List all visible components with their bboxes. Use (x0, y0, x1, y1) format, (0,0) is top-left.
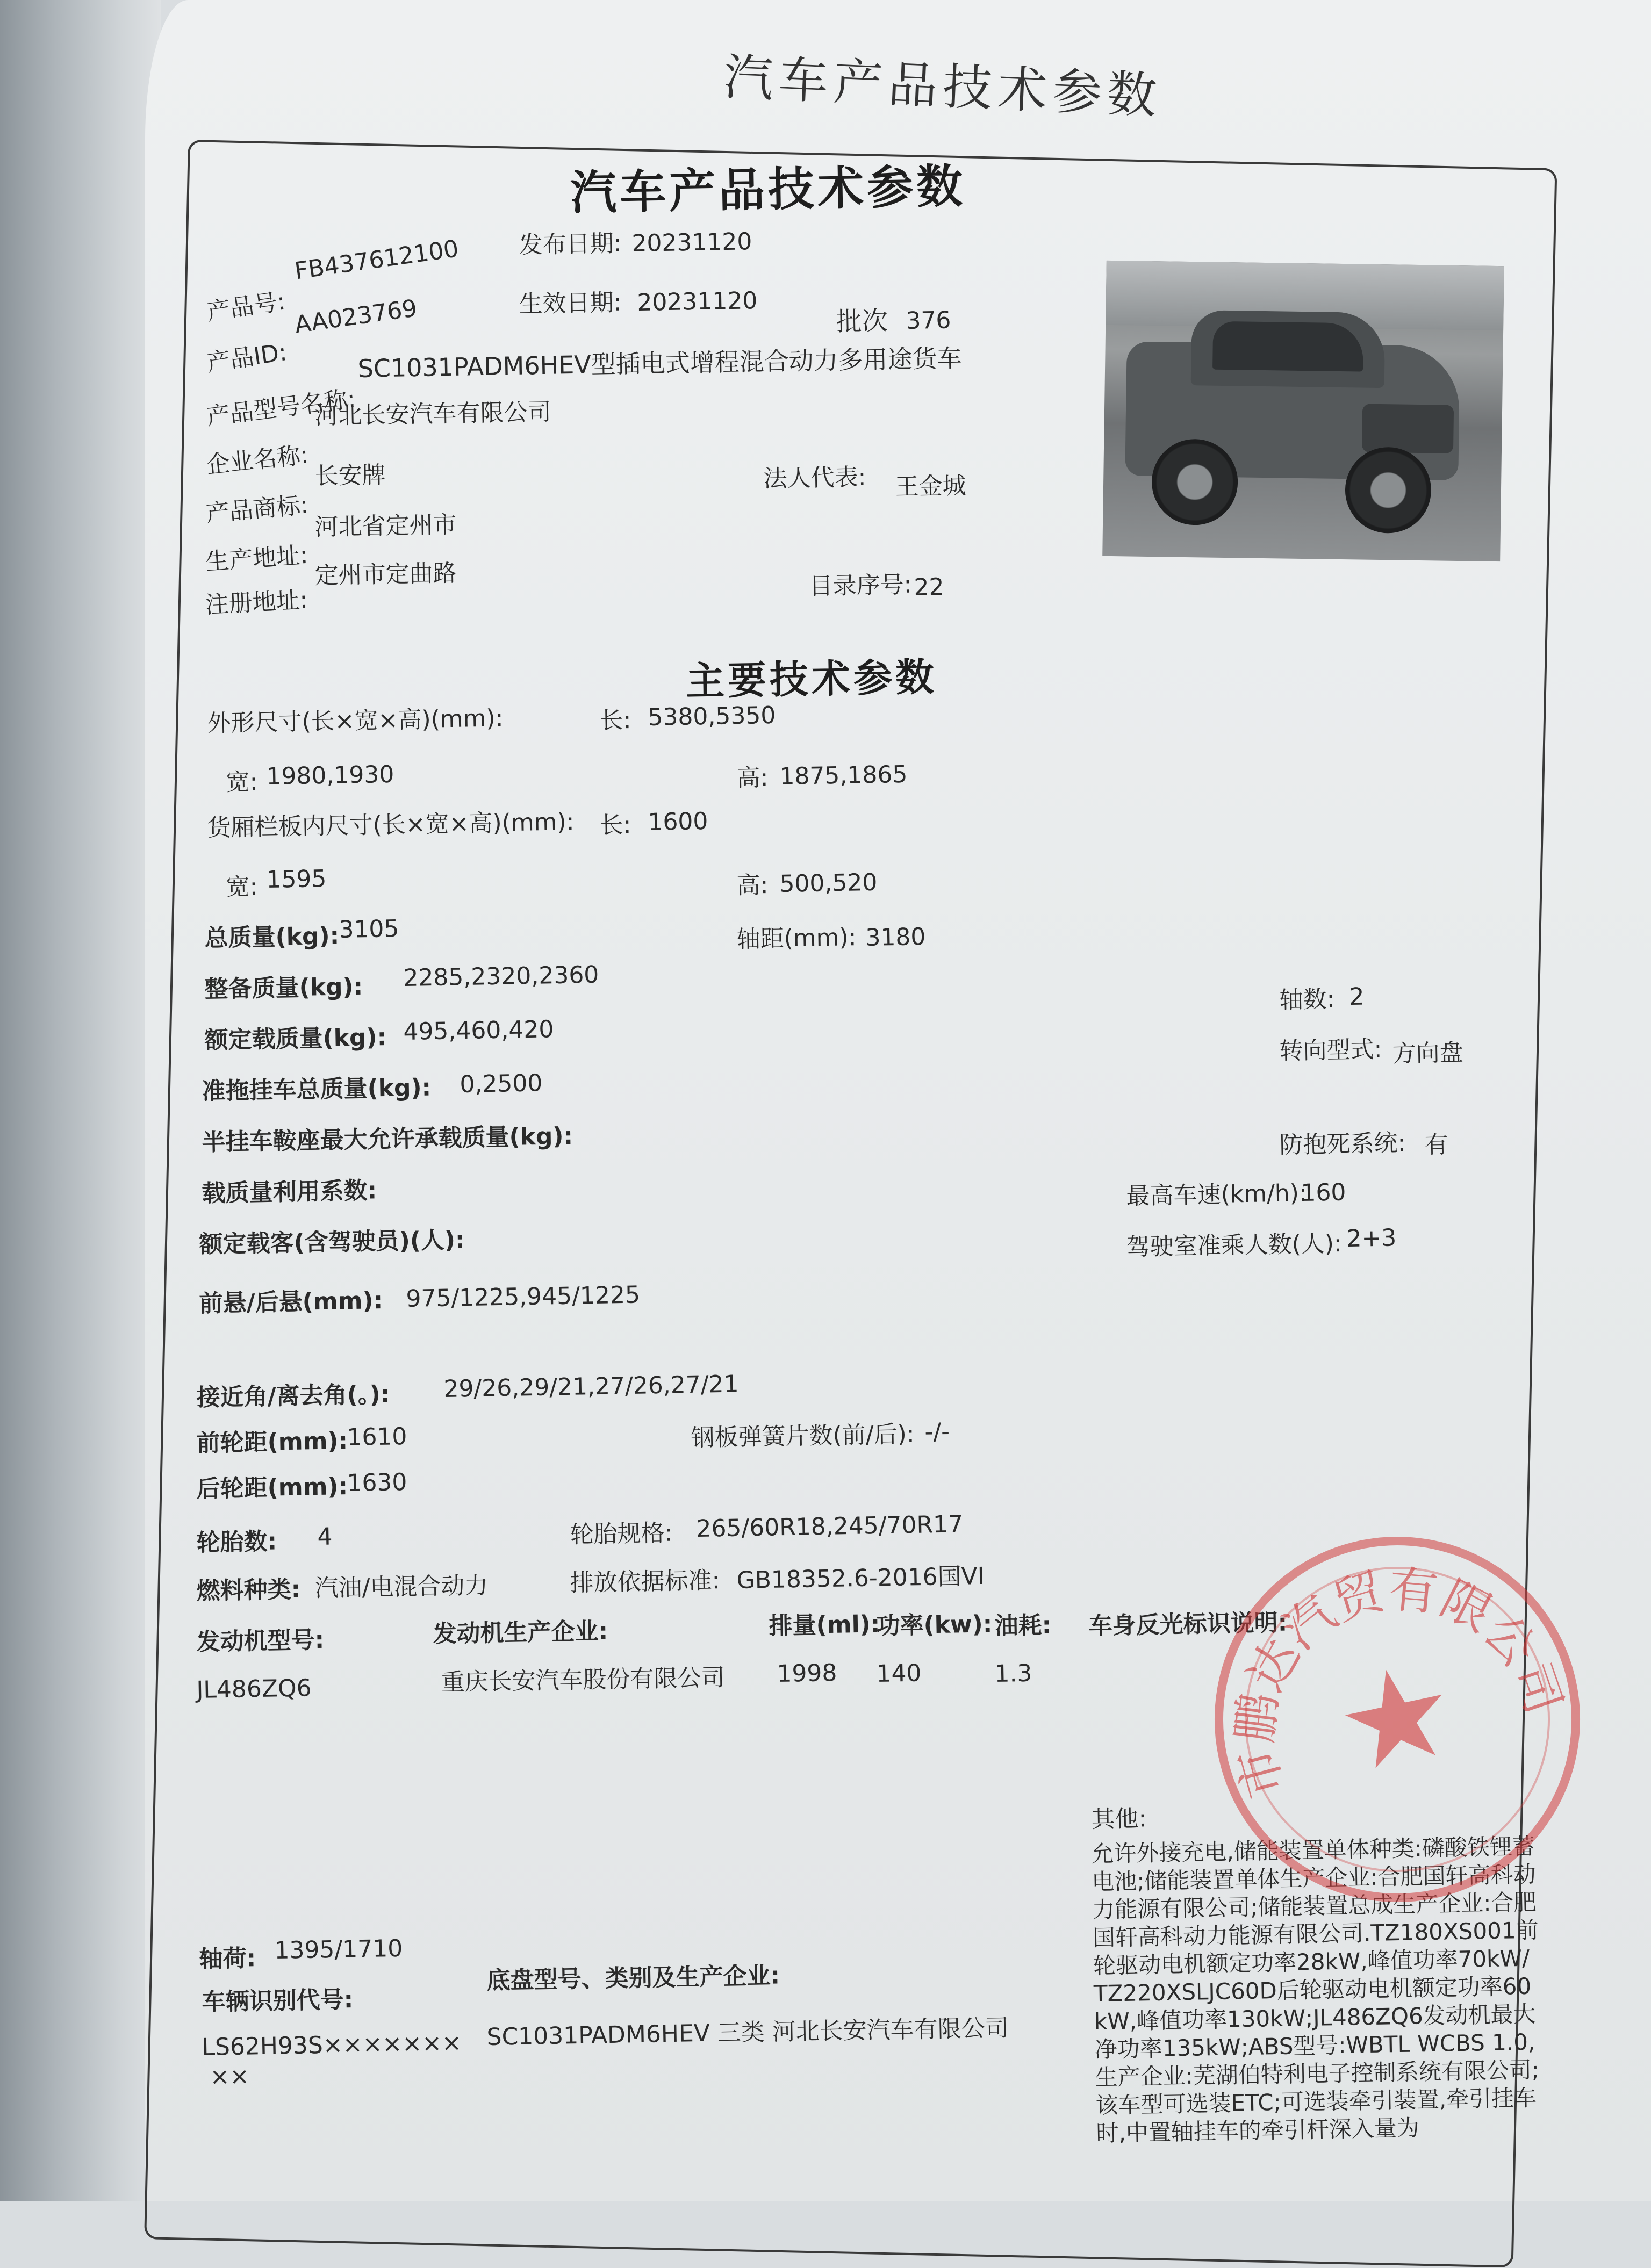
tire-count-label: 轮胎数: (196, 1528, 277, 1557)
trailer-mass-value: 0,2500 (460, 1069, 543, 1098)
effective-date: 20231120 (637, 287, 758, 316)
power-value: 140 (876, 1659, 922, 1688)
product-no: FB437612100 (293, 235, 461, 285)
emission-value: GB18352.6-2016国VI (736, 1562, 985, 1594)
max-speed-value: 160 (1301, 1178, 1346, 1207)
legal-rep-label: 法人代表: (763, 463, 866, 493)
tire-spec-value: 265/60R18,245/70R17 (696, 1510, 964, 1543)
angles-value: 29/26,29/21,27/26,27/21 (443, 1370, 739, 1403)
section-title: 主要技术参数 (685, 654, 938, 704)
height-value: 1875,1865 (779, 760, 908, 790)
height-label: 高: (736, 764, 769, 792)
load-util-label: 载质量利用系数: (202, 1177, 377, 1207)
angles-label: 接近角/离去角(。): (196, 1380, 390, 1412)
tire-spec-label: 轮胎规格: (570, 1519, 673, 1549)
axle-load-label: 轴荷: (199, 1945, 256, 1973)
vehicle-photo (1102, 261, 1504, 561)
catalog-no: 22 (914, 573, 944, 601)
stamp-text: 市鹏达汽贸有限公司 (1225, 1560, 1573, 1804)
displacement-label: 排量(ml): (769, 1610, 880, 1640)
chassis-value: SC1031PADM6HEV 三类 河北长安汽车有限公司 (486, 2014, 1009, 2051)
production-address-label: 生产地址: (204, 541, 309, 576)
width-value: 1980,1930 (266, 760, 394, 790)
model-name: SC1031PADM6HEV型插电式增程混合动力多用途货车 (357, 343, 963, 383)
wheelbase-label: 轴距(mm): (736, 924, 857, 953)
product-no-label: 产品号: (205, 287, 288, 326)
wheelbase-value: 3180 (865, 923, 926, 952)
vin-value: LS62H93S××××××× (202, 2029, 462, 2061)
displacement-value: 1998 (777, 1659, 837, 1688)
cab-passengers-label: 驾驶室准乘人数(人): (1126, 1229, 1343, 1261)
steering-label: 转向型式: (1279, 1035, 1382, 1065)
overhang-label: 前悬/后悬(mm): (199, 1287, 383, 1317)
batch: 376 (906, 306, 951, 335)
rated-load-value: 495,460,420 (403, 1016, 554, 1046)
axles-value: 2 (1349, 983, 1365, 1011)
dims-label: 外形尺寸(长×宽×高)(mm): (207, 704, 504, 737)
consumption-label: 油耗: (994, 1611, 1052, 1640)
passengers-label: 额定载客(含驾驶员)(人): (199, 1226, 465, 1258)
star-icon: ★ (1324, 1632, 1469, 1803)
other-label: 其他: (1091, 1805, 1147, 1833)
brand: 长安牌 (314, 461, 386, 490)
book-binding (0, 0, 161, 2201)
fuel-value: 汽油/电混合动力 (314, 1572, 489, 1602)
width-label: 宽: (226, 768, 258, 796)
abs-value: 有 (1424, 1131, 1449, 1159)
cargo-height-label: 高: (736, 871, 769, 899)
tire-count-value: 4 (317, 1523, 333, 1551)
production-address: 河北省定州市 (314, 511, 457, 541)
chassis-label: 底盘型号、类别及生产企业: (486, 1962, 780, 1995)
trailer-mass-label: 准拖挂车总质量(kg): (202, 1074, 432, 1105)
company-label: 企业名称: (205, 441, 310, 479)
gross-mass-label: 总质量(kg): (204, 922, 340, 952)
max-speed-label: 最高车速(km/h): (1126, 1179, 1308, 1210)
consumption-value: 1.3 (994, 1659, 1032, 1688)
cargo-height-value: 500,520 (779, 868, 878, 898)
leaf-spring-value: -/- (924, 1418, 950, 1446)
engine-maker-value: 重庆长安汽车股份有限公司 (441, 1664, 726, 1696)
company: 河北长安汽车有限公司 (314, 398, 552, 430)
product-id-label: 产品ID: (205, 339, 289, 377)
registered-address: 定州市定曲路 (314, 559, 457, 589)
length-value: 5380,5350 (648, 701, 776, 731)
axles-label: 轴数: (1279, 985, 1335, 1014)
vin-label: 车辆识别代号: (202, 1986, 354, 2016)
reflective-label: 车身反光标识说明: (1088, 1609, 1288, 1640)
other-notes: 允许外接充电,储能装置单体种类:磷酸铁锂蓄电池;储能装置单体生产企业:合肥国轩高科动力能源有限公司;储能装置总成生产企业:合肥国轩高科动力能源有限公司.TZ180XS001前轮驱动电机额定功率28kW,峰值功率70kW/TZ220XSLJC60D后轮驱动电机额定功率60kW,峰值功率130kW;JL486ZQ6发动机最大净功率135kW;ABS型号:WBTL WCBS 1.0,生产企业:芜湖伯特利电子控制系统有限公司;该车型可选装ETC;可选装牵引装置,牵引挂车时,中置轴挂车的牵引杆深入量为 (1091, 1833, 1540, 2147)
effective-date-label: 生效日期: (519, 289, 622, 318)
power-label: 功率(kw): (876, 1610, 993, 1640)
leaf-spring-label: 钢板弹簧片数(前/后): (691, 1420, 915, 1452)
gross-mass-value: 3105 (339, 915, 399, 944)
catalog-no-label: 目录序号: (809, 571, 912, 600)
emission-label: 排放依据标准: (570, 1567, 720, 1597)
curb-mass-value: 2285,2320,2360 (403, 961, 599, 992)
abs-label: 防抱死系统: (1279, 1129, 1406, 1159)
cab-passengers-value: 2+3 (1346, 1224, 1397, 1252)
cargo-width-label: 宽: (226, 873, 258, 901)
product-id: AA023769 (293, 294, 419, 339)
release-date-label: 发布日期: (519, 229, 622, 259)
front-track-label: 前轮距(mm): (196, 1427, 348, 1457)
rated-load-label: 额定载质量(kg): (204, 1024, 387, 1054)
overhang-value: 975/1225,945/1225 (406, 1281, 641, 1313)
rear-track-label: 后轮距(mm): (196, 1473, 348, 1503)
page-title: 汽车产品技术参数 (722, 48, 1164, 125)
cargo-length-value: 1600 (648, 808, 708, 836)
release-date: 20231120 (631, 228, 752, 257)
doc-title: 汽车产品技术参数 (570, 160, 966, 220)
length-label: 长: (599, 706, 631, 735)
model-name-label: 产品型号名称: (205, 385, 357, 431)
engine-maker-label: 发动机生产企业: (433, 1617, 608, 1648)
brand-label: 产品商标: (204, 491, 310, 528)
curb-mass-label: 整备质量(kg): (204, 973, 363, 1003)
engine-model-label: 发动机型号: (196, 1626, 325, 1656)
axle-load-value: 1395/1710 (274, 1934, 403, 1964)
fuel-label: 燃料种类: (196, 1575, 301, 1605)
legal-rep: 王金城 (895, 472, 967, 501)
saddle-label: 半挂车鞍座最大允许承载质量(kg): (202, 1122, 573, 1156)
engine-model-value: JL486ZQ6 (196, 1674, 312, 1704)
rear-track-value: 1630 (347, 1468, 407, 1497)
batch-label: 批次 (836, 306, 888, 337)
cargo-length-label: 长: (599, 811, 631, 839)
steering-value: 方向盘 (1392, 1039, 1464, 1068)
cargo-dims-label: 货厢栏板内尺寸(长×宽×高)(mm): (207, 808, 575, 842)
vin-continuation: ×× (210, 2062, 250, 2091)
cargo-width-value: 1595 (266, 865, 327, 894)
registered-address-label: 注册地址: (204, 586, 308, 619)
front-track-value: 1610 (347, 1423, 407, 1451)
